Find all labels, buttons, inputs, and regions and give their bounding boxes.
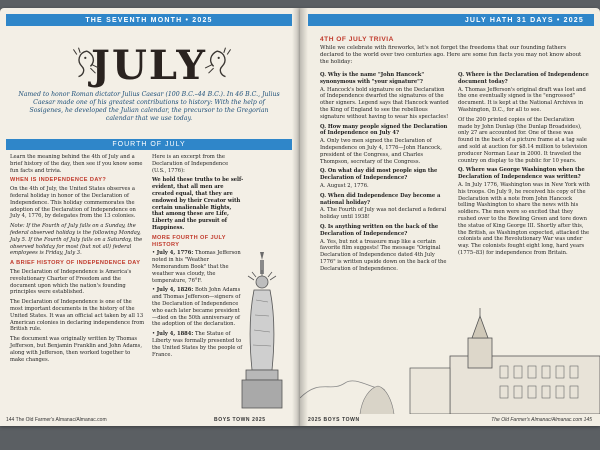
trivia-question: Q. Where was George Washington when the Declaration of Independence was written?: [458, 167, 585, 181]
heading-brief-history: A BRIEF HISTORY OF INDEPENDENCE DAY: [10, 260, 141, 267]
lobster-ornament-icon: [70, 46, 104, 80]
history-bullet: • July 4, 1776: Thomas Jefferson noted in his "Weather Memorandum Book" that the weather was cloudy, the temperature, 76°F.: [152, 250, 241, 284]
bullet-date: July 4, 1826:: [156, 287, 194, 294]
trivia-title: 4TH OF JULY TRIVIA: [320, 36, 394, 43]
trivia-column-b: [458, 70, 590, 260]
trivia-question: Q. Why is the name "John Hancock" synonymous with "your signature"?: [320, 72, 425, 85]
trivia-question: Q. Where is the Declaration of Independence document today?: [458, 72, 589, 85]
trivia-question: Q. When did Independence Day become a national holiday?: [320, 192, 441, 206]
trivia-question: Q. Is anything written on the back of the Declaration of Independence?: [320, 223, 439, 237]
left-running-head: THE SEVENTH MONTH • 2025: [6, 14, 292, 26]
trivia-answer: A. Only two men signed the Declaration of Independence on July 4, 1776—John Hancock, president of the Congress, and Charles Thompson, secretary of the Congress.: [320, 138, 442, 165]
trivia-intro: While we celebrate with fireworks, let's not forget the freedoms that our founding fathers declared to the world over two centuries ago. Here are some fun facts you may not know about the holiday:: [320, 45, 582, 65]
heading-more-history: MORE FOURTH OF JULY HISTORY: [152, 234, 226, 248]
declaration-quote: We hold these truths to be self-evident, that all men are created equal, that they are endowed by their Creator with certain unalienable Rights, that among these are Life, Liberty and the pursuit of Happiness.: [152, 177, 244, 231]
left-page: [0, 8, 300, 426]
history-bullet: • July 4, 1826: Both John Adams and Thomas Jefferson—signers of the Declaration of Independence who each later became president—died on the 50th anniversary of the adoption of the declaration.: [152, 287, 241, 328]
footer-left: 2025 BOYS TOWN: [308, 417, 360, 423]
left-column-1: [10, 154, 146, 366]
right-running-head: JULY HATH 31 DAYS • 2025: [308, 14, 594, 26]
paragraph: The Declaration of Independence is America's revolutionary Charter of Freedom and the document upon which the nation's founding principles were established.: [10, 268, 132, 296]
trivia-answer: A. The Fourth of July was not declared a federal holiday until 1938!: [320, 207, 447, 221]
intro-paragraph: Named to honor Roman dictator Julius Caesar (100 B.C.–44 B.C.). In 46 B.C., Julius Caesar made one of his greatest contributions to history: With the help of Sosigenes, he developed the Julian calendar, the precursor to the Gregorian calendar that we use today.: [18, 91, 280, 123]
paragraph: The Declaration of Independence is one of the most important documents in the history of the United States. It was an official act taken by all 13 American colonies in declaring independence from British rule.: [10, 299, 145, 333]
trivia-question: Q. On what day did most people sign the Declaration of Independence?: [320, 168, 438, 182]
left-column-2: [152, 154, 244, 361]
bullet-date: July 4, 1776:: [156, 250, 194, 257]
trivia-column-a: [320, 70, 450, 276]
trivia-answer: Of the 200 printed copies of the Declaration made by John Dunlap (the Dunlap Broadsides), only 27 are accounted for. One of these was found in the back of a picture frame at a tag sale and sold at auction for $8.14 million to television producer Norman Lear in 2000. It traveled the country on display to the public for 10 years.: [458, 116, 588, 164]
paragraph: On the 4th of July, the United States observes a federal holiday in honor of the Declaration of Independence. This holiday commemorates the adoption of the Declaration of Independence on July 4, 1776, by delegates from the 13 colonies.: [10, 186, 136, 220]
lead-paragraph: Learn the meaning behind the 4th of July and a brief history of the day, then see if you know some fun facts and trivia.: [10, 154, 143, 174]
bullet-text: The Statue of Liberty was formally presented to the United States by the people of France.: [152, 331, 243, 358]
excerpt-intro: Here is an excerpt from the Declaration of Independence (U.S., 1776):: [152, 154, 229, 174]
july-title-block: [6, 34, 292, 134]
trivia-answer: A. Yes, but not a treasure map like a certain favorite film suggests! The message "Original Declaration of Independence dated 4th July 1776" is written upside down on the back of the Declaration of Independence.: [320, 238, 447, 272]
statue-of-liberty-illustration: [238, 250, 286, 410]
independence-hall-illustration: [300, 308, 600, 414]
history-bullet: • July 4, 1884: The Statue of Liberty was formally presented to the United States by the people of France.: [152, 331, 243, 358]
trivia-answer: A. In July 1776, Washington was in New York with his troops. On July 9, he received his copy of the Declaration with a note from John Hancock telling Washington to share the news with his soldiers. The men were so excited that they rushed over to the Bowling Green and tore down the statue of King George III. Shortly after this, the British, as Washington expected, attacked the colonists and the Revolutionary War was under way. The colonists fought eight long, hard years (1775–83) for independence from Britain.: [458, 181, 590, 256]
section-header-fourth-of-july: FOURTH OF JULY: [6, 139, 292, 150]
bullet-text: Both John Adams and Thomas Jefferson—signers of the Declaration of Independence who each later became president—died on the 50th anniversary of the adoption of the declaration.: [152, 287, 241, 328]
footer-right: The Old Farmer's Almanac/Almanac.com 145: [491, 417, 592, 423]
lobster-ornament-icon: [200, 46, 234, 80]
bullet-date: July 4, 1884:: [156, 331, 194, 338]
bullet-text: Thomas Jefferson noted in his "Weather Memorandum Book" that the weather was cloudy, the temperature, 76°F.: [152, 250, 241, 284]
note-paragraph: Note: If the Fourth of July falls on a Sunday, the federal observed holiday is the following Monday, July 5. If the Fourth of July falls on a Saturday, the observed holiday for most (but not all) federal employees is Friday, July 3.: [10, 223, 143, 257]
heading-when: WHEN IS INDEPENDENCE DAY?: [10, 177, 107, 184]
trivia-question: Q. How many people signed the Declaration of Independence on July 4?: [320, 123, 448, 137]
paragraph: The document was originally written by Thomas Jefferson, but Benjamin Franklin and John Adams, along with Jefferson, then worked together to make changes.: [10, 336, 142, 363]
footer-right: BOYS TOWN 2025: [214, 417, 266, 423]
trivia-answer: A. Hancock's bold signature on the Declaration of Independence dwarfed the signatures of the other signers. Legend says that Hancock wanted the King of England to see the rebellious signature without having to wear his spectacles!: [320, 86, 449, 120]
footer-left: 144 The Old Farmer's Almanac/Almanac.com: [6, 417, 107, 423]
trivia-answer: A. August 2, 1776.: [320, 182, 369, 189]
right-page: [300, 8, 600, 426]
page-title: JULY: [91, 42, 207, 89]
trivia-answer: A. Thomas Jefferson's original draft was lost and the one eventually signed is the "engrossed" document. It is kept at the National Archives in Washington, D.C., for all to see.: [458, 86, 586, 113]
